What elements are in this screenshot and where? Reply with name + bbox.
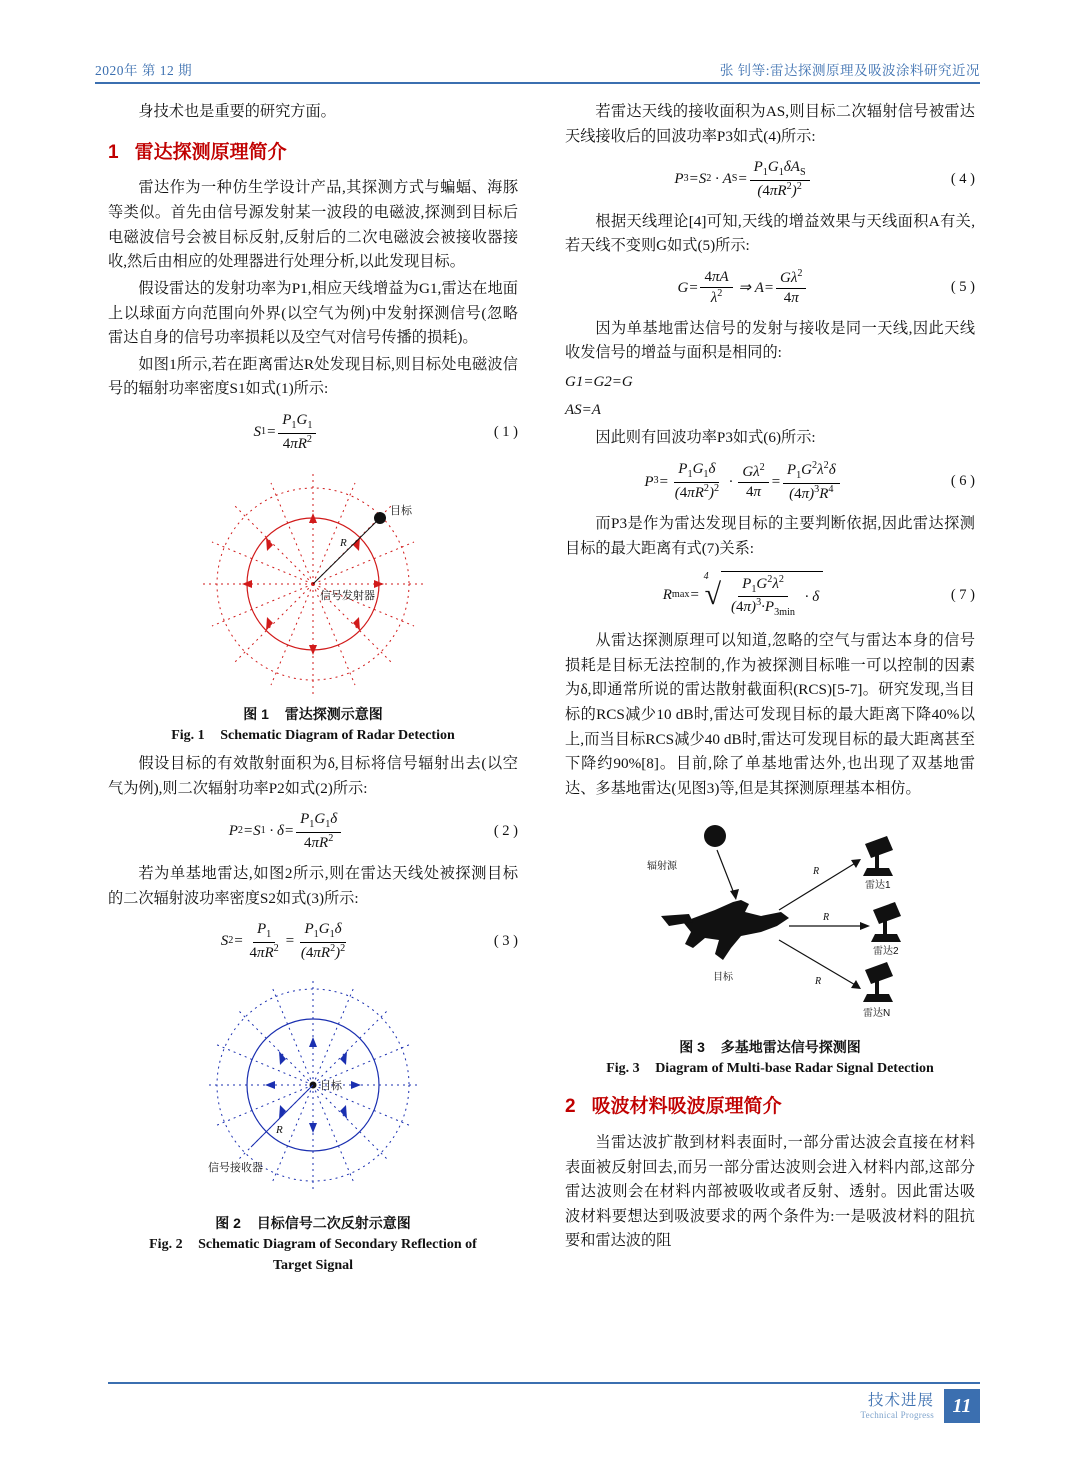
section-heading-1 <box>108 138 518 169</box>
figure-3-cn-title: 多基地雷达信号探测图 <box>720 1039 861 1056</box>
footer-section-cn: 技术进展 <box>867 1391 934 1409</box>
figure-2-en-title: Schematic Diagram of Secondary Reflection of <box>198 1237 477 1253</box>
equation-7-body: R max = 4 √ $\frac{P_1G^2\lambda^2}{(4\pi)^3\cdot P_{3min}}$ · δ <box>565 571 921 621</box>
radiation-source-marker <box>704 825 726 847</box>
figure-3-canvas <box>565 814 975 1038</box>
equation-2 <box>108 810 518 853</box>
figure-1-canvas <box>108 466 518 705</box>
figure-3-radar1-label: 雷达1 <box>865 879 891 891</box>
header-issue: 2020年 第 12 期 <box>95 63 193 78</box>
equation-1 <box>108 411 518 454</box>
footer-section-en: Technical Progress <box>860 1409 934 1420</box>
radar-2-icon <box>871 902 901 942</box>
figure-3-R-label-3: R <box>815 975 822 987</box>
radar-detection-diagram <box>108 466 518 696</box>
equation-5 <box>565 268 975 308</box>
equation-3 <box>108 920 518 963</box>
equation-6 <box>565 460 975 504</box>
figure-2-en-title-line2: Target Signal <box>273 1258 353 1274</box>
figure-3-en-title: Diagram of Multi-base Radar Signal Detection <box>655 1061 934 1077</box>
paragraph-2-1: 若雷达天线的接收面积为AS,则目标二次辐射信号被雷达天线接收后的回波功率P3如式(4)所示: <box>565 103 975 145</box>
figure-2-cn-label: 图 2 <box>215 1215 241 1232</box>
paragraph-1-3: 如图1所示,若在距离雷达R处发现目标,则目标处电磁波信号的辐射功率密度S1如式(1)所示: <box>108 355 518 398</box>
section-1-number: 1 <box>108 141 119 163</box>
figure-3-source-label: 辐射源 <box>647 860 677 872</box>
figure-2 <box>108 975 518 1277</box>
figure-2-target-label: 目标 <box>320 1079 342 1092</box>
footer-divider <box>108 1382 980 1384</box>
figure-3-R-label-1: R <box>813 865 820 877</box>
paragraph-2-4: 因此则有回波功率P3如式(6)所示: <box>595 429 816 447</box>
figure-1-R-label: R <box>340 536 347 549</box>
identity-area: AS=A <box>565 402 601 419</box>
header-divider <box>95 82 980 84</box>
equation-4-number: ( 4 ) <box>950 170 975 187</box>
intro-paragraph: 身技术也是重要的研究方面。 <box>138 103 336 120</box>
multibase-radar-diagram <box>565 814 975 1029</box>
equation-1-number: ( 1 ) <box>493 423 518 440</box>
equation-1-body: S 1 = $\frac{P_1G_1}{4\pi R^2}$ <box>108 411 464 454</box>
paragraph-1-4: 假设目标的有效散射面积为δ,目标将信号辐射出去(以空气为例),则二次辐射功率P2如式(2)所示: <box>108 755 518 797</box>
paragraph-1-5: 若为单基地雷达,如图2所示,则在雷达天线处被探测目标的二次辐射波功率密度S2如式(3)所示: <box>108 864 518 907</box>
figure-3-radar2-label: 雷达2 <box>873 945 899 957</box>
equation-2-number: ( 2 ) <box>493 822 518 839</box>
equation-2-body: P 2 = S 1 · δ= $\frac{P_1G_1\delta}{4\pi R^2}$ <box>108 810 464 853</box>
figure-1-cn-title: 雷达探测示意图 <box>284 706 383 723</box>
section-1-title: 雷达探测原理简介 <box>134 141 287 163</box>
equation-7-number: ( 7 ) <box>950 586 975 603</box>
figure-1-target-label: 目标 <box>390 504 412 517</box>
figure-1-source-label: 信号发射器 <box>320 589 375 602</box>
equation-4 <box>565 158 975 201</box>
radar-1-icon <box>863 836 893 876</box>
equation-6-number: ( 6 ) <box>950 472 975 489</box>
figure-1-en-title: Schematic Diagram of Radar Detection <box>220 728 455 744</box>
aircraft-silhouette <box>661 900 789 960</box>
equation-3-number: ( 3 ) <box>493 932 518 949</box>
identity-gain: G1=G2=G <box>565 373 633 390</box>
equation-6-body: P 3 = $\frac{P_1G_1\delta}{(4\pi R^2)^2}$ · $\frac{G\lambda^2}{4\pi}$ = $\frac{P_1G^2\lambda^2\delta}{(4\pi)^3R^4}$ <box>565 460 921 504</box>
section-2-title: 吸波材料吸波原理简介 <box>591 1096 782 1118</box>
figure-3-R-label-2: R <box>823 911 830 923</box>
paragraph-2-7: 当雷达波扩散到材料表面时,一部分雷达波会直接在材料表面被反射回去,而另一部分雷达波则会进入材料内部,这部分雷达波则会在材料内部被吸收或者反射、透射。因此雷达吸波材料要想达到吸波要求的两个条件为:一是吸波材料的阻抗要和雷达波的阻 <box>565 1133 975 1250</box>
paragraph-1-2: 假设雷达的发射功率为P1,相应天线增益为G1,雷达在地面上以球面方向范围向外界(以空气为例)中发射探测信号(忽略雷达自身的信号功率损耗以及空气对信号传播的损耗)。 <box>108 279 518 347</box>
footer-text <box>861 1392 935 1420</box>
figure-2-en-label: Fig. 2 <box>149 1237 183 1253</box>
figure-1-cn-label: 图 1 <box>243 706 269 723</box>
figure-2-receiver-label: 信号接收器 <box>208 1161 263 1174</box>
equation-3-body: S 2 = $\frac{P_1}{4\pi R^2}$ = $\frac{P_1G_1\delta}{(4\pi R^2)^2}$ <box>220 921 346 961</box>
figure-3-radarN-label: 雷达N <box>863 1007 891 1019</box>
secondary-reflection-diagram <box>108 975 518 1205</box>
page-number: 11 <box>944 1389 980 1423</box>
figure-2-cn-title: 目标信号二次反射示意图 <box>256 1215 411 1232</box>
section-2-number: 2 <box>565 1096 576 1118</box>
figure-3-cn-label: 图 3 <box>679 1039 705 1056</box>
figure-3-caption <box>565 1037 975 1079</box>
right-column <box>565 100 975 1256</box>
figure-3-target-label: 目标 <box>713 971 733 983</box>
header-article-title: 张 钊等:雷达探测原理及吸波涂料研究近况 <box>719 63 980 78</box>
figure-3 <box>565 814 975 1080</box>
equation-7 <box>565 571 975 621</box>
figure-1 <box>108 466 518 747</box>
equation-4-body: P 3 = S 2 · A S = $\frac{P_1G_1\delta A_S}{(4\pi R^2)^2}$ <box>565 158 921 201</box>
paragraph-2-2: 根据天线理论[4]可知,天线的增益效果与天线面积A有关,若天线不变则G如式(5)所示: <box>565 212 975 255</box>
paragraph-2-3: 因为单基地雷达信号的发射与接收是同一天线,因此天线收发信号的增益与面积是相同的: <box>565 319 975 362</box>
left-column <box>108 100 518 1282</box>
paragraph-1-1: 雷达作为一种仿生学设计产品,其探测方式与蝙蝠、海豚等类似。首先由信号源发射某一波段的电磁波,探测到目标后电磁波信号会被目标反射,反射后的二次电磁波会被接收器接收,然后由相应的处理器进行处理分析,以此发现目标。 <box>108 179 518 271</box>
figure-2-canvas <box>108 975 518 1214</box>
equation-5-number: ( 5 ) <box>950 279 975 295</box>
radar-n-icon <box>863 962 893 1002</box>
figure-1-caption <box>108 704 518 746</box>
section-heading-2 <box>565 1092 975 1123</box>
paragraph-2-6: 从雷达探测原理可以知道,忽略的空气与雷达本身的信号损耗是目标无法控制的,作为被探测目标唯一可以控制的因素为δ,即通常所说的雷达散射截面积(RCS)[5-7]。研究发现,当目标的RCS减少10 dB时,雷达可发现目标的最大距离下降40%以上,而当目标RCS减少40 dB时,雷达可发现目标的最大距离甚至下降约90%[8]。目前,除了单基地雷达外,也出现了双基地雷达、多基地雷达(见图3)等,但是其探测原理基本相仿。 <box>565 632 975 797</box>
page-header <box>95 56 980 82</box>
page-footer <box>861 1389 981 1423</box>
figure-1-en-label: Fig. 1 <box>171 728 205 744</box>
equation-5-body: G = $\frac{4\pi A}{\lambda^2}$ ⇒ A = $\frac{G\lambda^2}{4\pi}$ <box>565 268 921 308</box>
figure-2-R-label: R <box>276 1123 283 1136</box>
figure-2-caption <box>108 1213 518 1276</box>
figure-3-en-label: Fig. 3 <box>606 1061 640 1077</box>
paragraph-2-5: 而P3是作为雷达发现目标的主要判断依据,因此雷达探测目标的最大距离有式(7)关系: <box>565 515 975 558</box>
